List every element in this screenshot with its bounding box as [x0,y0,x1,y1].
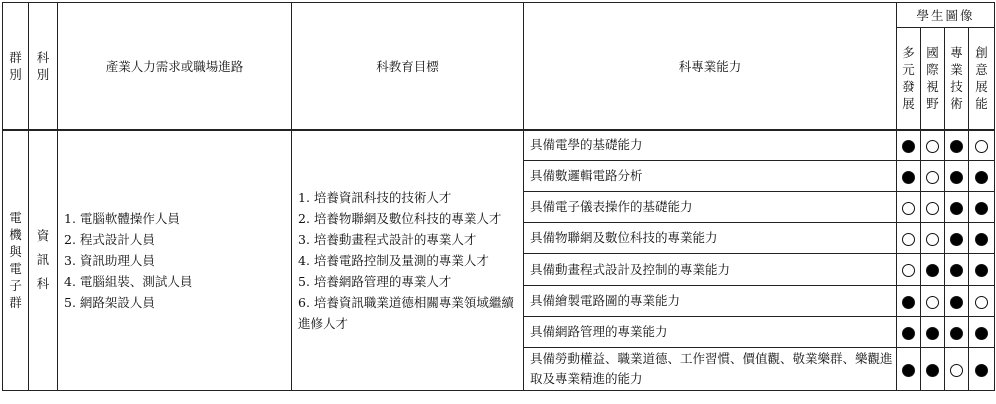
profile-col-char: 展 [975,79,988,95]
filled-circle-icon [902,296,915,309]
profile-mark-cell [945,348,969,391]
profile-mark-cell [969,223,995,254]
goal-item: 2. 培養物聯網及數位科技的專業人才 [298,210,502,226]
profile-col-char: 視 [926,79,939,95]
profile-col-char: 術 [950,96,963,112]
header-profile-col [897,28,921,130]
goal-item: 5. 培養網路管理的專業人才 [298,273,452,289]
filled-circle-icon [902,140,915,153]
profile-col-char: 專 [950,45,963,61]
profile-mark-cell [945,161,969,192]
group-name-char: 電 [9,261,22,277]
ability-text: 具備物聯網及數位科技的專業能力 [524,223,897,254]
filled-circle-icon [902,327,915,340]
header-group [3,3,29,130]
profile-mark-cell [921,254,945,286]
profile-col-char: 意 [975,62,988,78]
goals-cell [292,130,524,391]
filled-circle-icon [975,264,988,277]
profile-col-char: 多 [902,45,915,61]
profile-mark-cell [945,192,969,223]
header-dept-char: 別 [36,66,50,82]
header-group-char: 別 [9,66,22,82]
profile-mark-cell [969,192,995,223]
empty-circle-icon [902,264,915,277]
header-profile-col [969,28,995,130]
dept-cell [29,130,58,391]
profile-col-char: 創 [975,45,988,61]
empty-circle-icon [926,171,939,184]
dept-name-char: 訊 [36,252,50,268]
empty-circle-icon [902,233,915,246]
filled-circle-icon [950,264,963,277]
goal-item: 6. 培養資訊職業道德相關專業領域繼續進修人才 [298,294,514,331]
profile-mark-cell [897,192,921,223]
profile-mark-cell [969,317,995,348]
profile-mark-cell [921,130,945,161]
empty-circle-icon [926,296,939,309]
filled-circle-icon [950,171,963,184]
profile-mark-cell [945,286,969,317]
header-dept-text [29,49,57,83]
ability-text: 具備電學的基礎能力 [524,130,897,161]
industry-item: 3. 資訊助理人員 [64,252,155,268]
profile-col-char: 技 [950,79,963,95]
filled-circle-icon [926,327,939,340]
empty-circle-icon [950,364,963,377]
profile-mark-cell [969,161,995,192]
empty-circle-icon [975,296,988,309]
profile-col-text [969,44,994,112]
empty-circle-icon [902,202,915,215]
profile-mark-cell [945,223,969,254]
empty-circle-icon [926,202,939,215]
header-dept-char: 科 [36,49,50,65]
filled-circle-icon [975,171,988,184]
group-name-char: 與 [9,244,22,260]
group-name-char: 群 [9,295,22,311]
profile-mark-cell [897,348,921,391]
dept-name-char: 科 [36,276,50,292]
filled-circle-icon [975,202,988,215]
header-profile-col [921,28,945,130]
profile-col-char: 展 [902,96,915,112]
group-name-char: 電 [9,210,22,226]
profile-col-char: 國 [926,45,939,61]
profile-col-text [945,44,968,112]
ability-row [3,130,995,161]
profile-mark-cell [945,254,969,286]
profile-mark-cell [969,130,995,161]
ability-text: 具備勞動權益、職業道德、工作習慣、價值觀、敬業樂群、樂觀進取及專業精進的能力 [524,348,897,391]
profile-col-char: 業 [950,62,963,78]
goal-item: 4. 培養電路控制及量測的專業人才 [298,252,489,268]
profile-mark-cell [897,317,921,348]
profile-mark-cell [921,317,945,348]
profile-col-char: 發 [902,79,915,95]
header-industry: 產業人力需求或職場進路 [58,3,292,130]
group-name-char: 機 [9,227,22,243]
ability-text: 具備數邏輯電路分析 [524,161,897,192]
ability-text: 具備網路管理的專業能力 [524,317,897,348]
filled-circle-icon [975,327,988,340]
ability-text: 具備電子儀表操作的基礎能力 [524,192,897,223]
group-name [3,209,28,311]
filled-circle-icon [950,296,963,309]
empty-circle-icon [975,140,988,153]
empty-circle-icon [926,233,939,246]
profile-mark-cell [969,286,995,317]
profile-mark-cell [945,130,969,161]
group-name-char: 子 [9,278,22,294]
filled-circle-icon [950,233,963,246]
header-profile: 學生圖像 [897,3,995,28]
filled-circle-icon [950,327,963,340]
filled-circle-icon [950,202,963,215]
empty-circle-icon [926,140,939,153]
ability-text: 具備繪製電路圖的專業能力 [524,286,897,317]
header-goals: 科教育目標 [292,3,524,130]
goal-item: 3. 培養動畫程式設計的專業人才 [298,231,477,247]
profile-mark-cell [897,130,921,161]
profile-mark-cell [969,348,995,391]
group-cell [3,130,29,391]
profile-mark-cell [897,286,921,317]
filled-circle-icon [975,233,988,246]
filled-circle-icon [902,364,915,377]
filled-circle-icon [902,171,915,184]
filled-circle-icon [975,364,988,377]
ability-text: 具備動畫程式設計及控制的專業能力 [524,254,897,286]
dept-name [29,224,57,296]
profile-col-char: 元 [902,62,915,78]
profile-mark-cell [921,161,945,192]
profile-col-char: 際 [926,62,939,78]
header-group-char: 群 [9,49,22,65]
profile-mark-cell [969,254,995,286]
profile-mark-cell [897,254,921,286]
curriculum-table [2,2,995,391]
filled-circle-icon [926,264,939,277]
header-dept [29,3,58,130]
profile-mark-cell [921,286,945,317]
profile-col-char: 野 [926,96,939,112]
header-profile-col [945,28,969,130]
profile-mark-cell [921,192,945,223]
industry-cell [58,130,292,391]
profile-col-text [897,44,920,112]
industry-item: 5. 網路架設人員 [64,294,155,310]
profile-col-char: 能 [975,96,988,112]
profile-mark-cell [921,348,945,391]
profile-mark-cell [897,223,921,254]
profile-mark-cell [897,161,921,192]
filled-circle-icon [926,364,939,377]
goal-item: 1. 培養資訊科技的技術人才 [298,189,452,205]
profile-mark-cell [921,223,945,254]
industry-item: 4. 電腦組裝、測試人員 [64,273,193,289]
filled-circle-icon [950,140,963,153]
industry-item: 1. 電腦軟體操作人員 [64,210,180,226]
header-group-text [3,49,28,83]
profile-mark-cell [945,317,969,348]
industry-item: 2. 程式設計人員 [64,231,155,247]
dept-name-char: 資 [36,228,50,244]
header-abilities: 科專業能力 [524,3,897,130]
profile-col-text [921,44,944,112]
